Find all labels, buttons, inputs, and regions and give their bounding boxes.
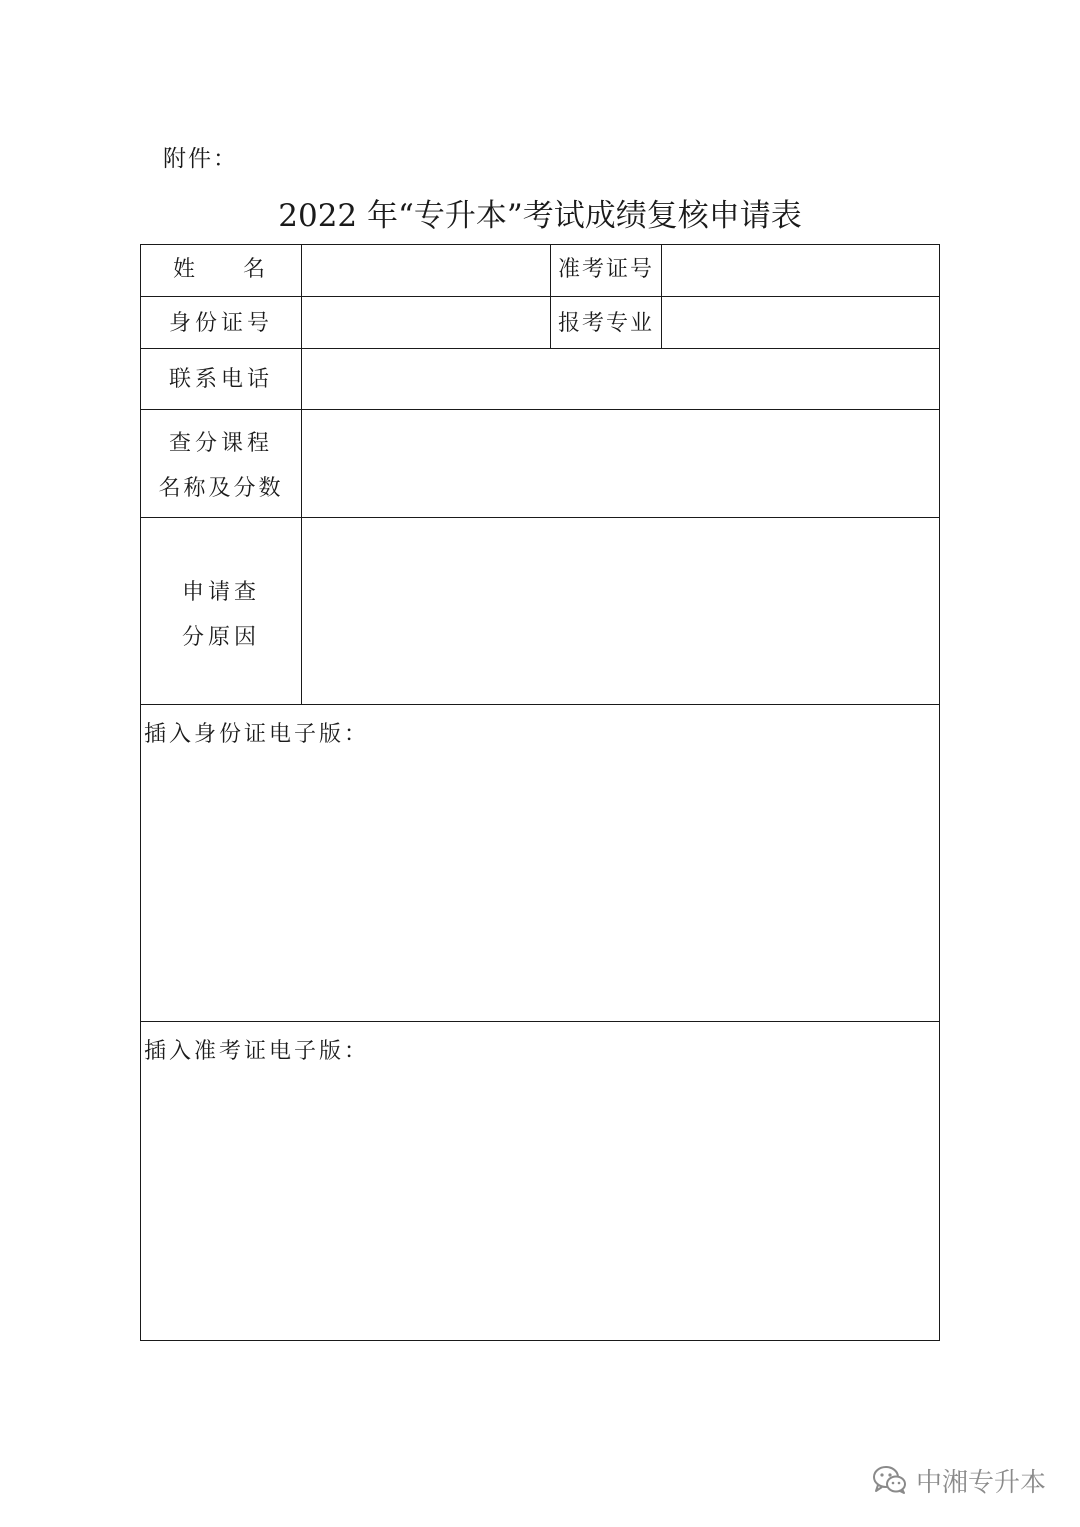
id-number-label: 身份证号 xyxy=(168,311,273,336)
id-number-label-cell xyxy=(140,296,302,349)
id-card-insert-section[interactable] xyxy=(140,704,940,1022)
watermark xyxy=(872,1461,1046,1499)
course-value-cell[interactable] xyxy=(301,409,940,518)
reason-label-line2: 分原因 xyxy=(181,625,260,650)
admission-ticket-insert-label: 插入准考证电子版： xyxy=(144,1039,370,1064)
name-value-cell[interactable] xyxy=(301,244,551,297)
admission-ticket-label-cell xyxy=(550,244,662,297)
reason-label-line1: 申请查 xyxy=(181,580,260,605)
reason-value-cell[interactable] xyxy=(301,517,940,705)
watermark-text: 中湘专升本 xyxy=(916,1467,1047,1498)
admission-ticket-value-cell[interactable] xyxy=(661,244,940,297)
id-card-insert-label: 插入身份证电子版： xyxy=(144,722,370,747)
major-label: 报考专业 xyxy=(557,311,654,336)
name-label-cell xyxy=(140,244,302,297)
id-number-value-cell[interactable] xyxy=(301,296,551,349)
phone-label-cell xyxy=(140,348,302,410)
attachment-label: 附件： xyxy=(163,146,238,172)
phone-value-cell[interactable] xyxy=(301,348,940,410)
major-value-cell[interactable] xyxy=(661,296,940,349)
reason-label-cell xyxy=(140,517,302,705)
course-label-cell xyxy=(140,409,302,518)
course-label-line1: 查分课程 xyxy=(168,431,273,456)
form-title: 2022 年“专升本”考试成绩复核申请表 xyxy=(278,198,802,234)
phone-label: 联系电话 xyxy=(168,367,273,392)
major-label-cell xyxy=(550,296,662,349)
name-label: 姓 名 xyxy=(173,257,269,282)
admission-ticket-insert-section[interactable] xyxy=(140,1021,940,1341)
course-label-line2: 名称及分数 xyxy=(158,476,284,501)
admission-ticket-label: 准考证号 xyxy=(557,257,654,282)
application-form-table xyxy=(140,244,940,1341)
wechat-icon xyxy=(872,1465,908,1495)
